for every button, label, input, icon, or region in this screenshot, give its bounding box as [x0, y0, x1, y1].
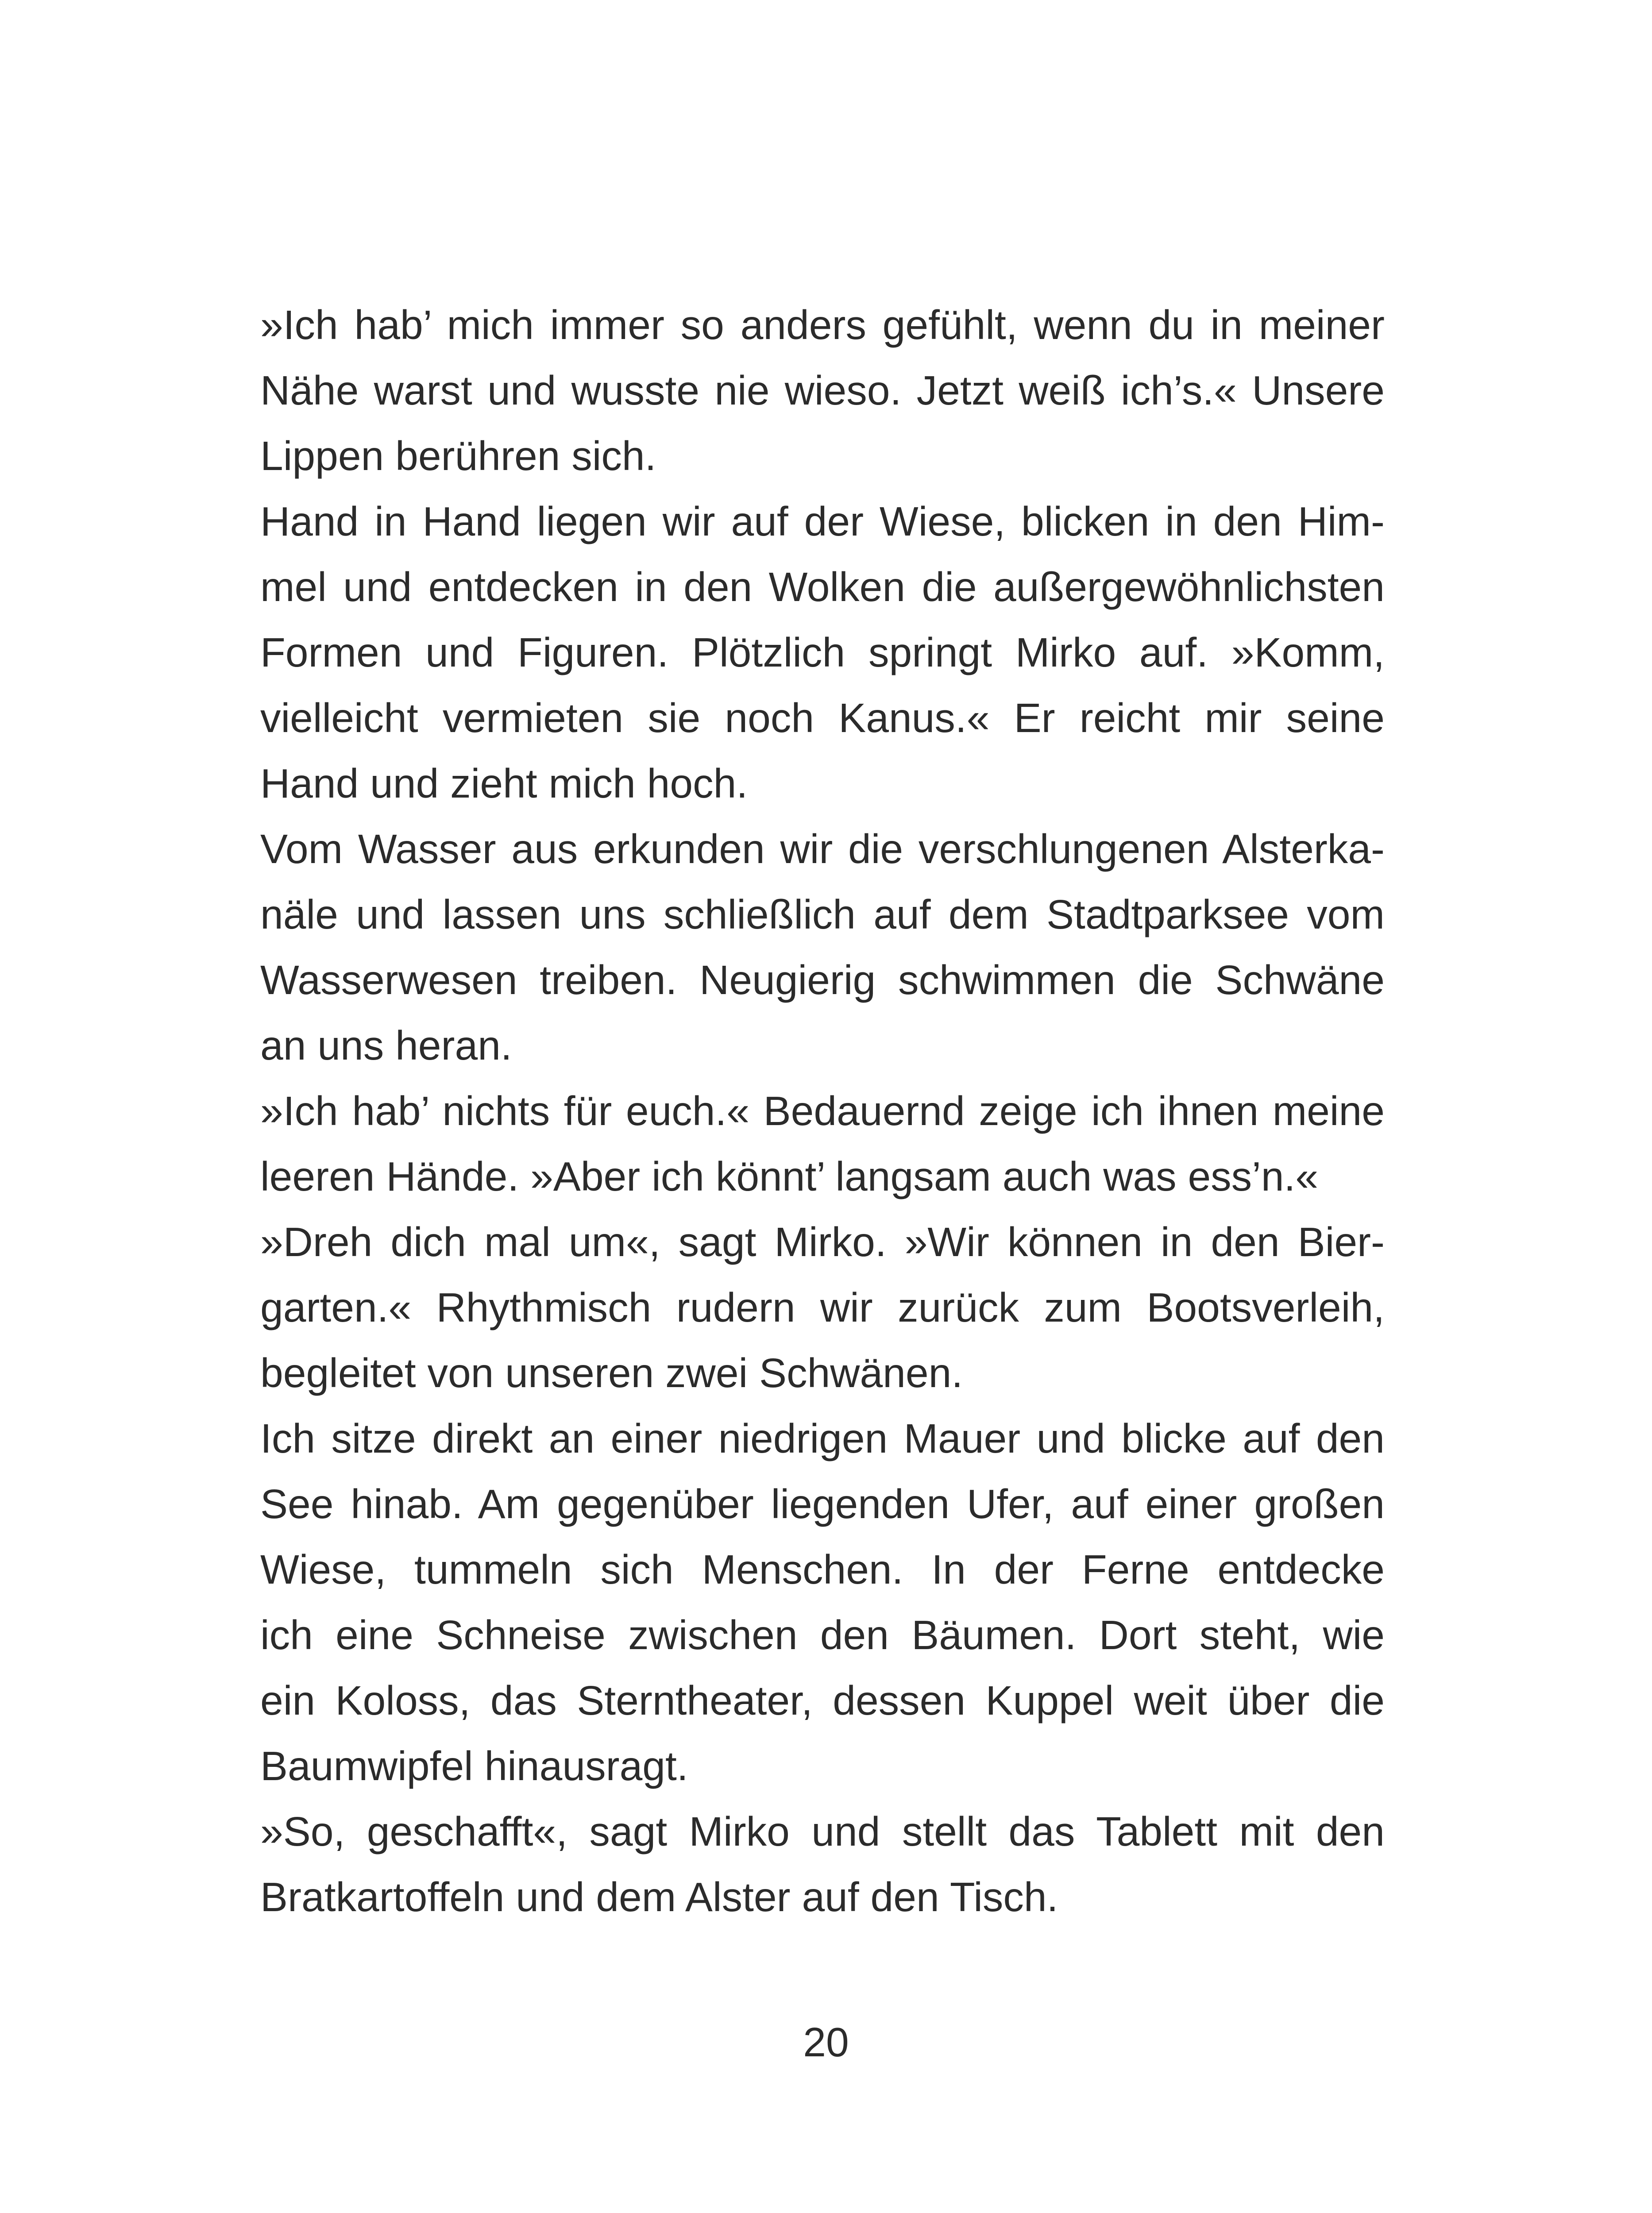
text-line: »So, geschafft«, sagt Mirko und stellt das Tablett mit den: [260, 1808, 1385, 1854]
text-line: garten.« Rhythmisch rudern wir zurück zum Bootsverleih,: [260, 1284, 1385, 1330]
text-line: Vom Wasser aus erkunden wir die verschlungenen Alsterka-: [260, 826, 1385, 872]
paragraph-3: [260, 816, 1385, 1078]
text-line: Hand in Hand liegen wir auf der Wiese, blicken in den Him-: [260, 498, 1385, 544]
text-line: näle und lassen uns schließlich auf dem Stadtparksee vom: [260, 891, 1385, 937]
text-line: Lippen berühren sich.: [260, 433, 656, 479]
text-line: Bratkartoffeln und dem Alster auf den Tisch.: [260, 1874, 1058, 1920]
text-line: »Ich hab’ mich immer so anders gefühlt, wenn du in meiner: [260, 302, 1385, 348]
text-line: Wiese, tummeln sich Menschen. In der Ferne entdecke: [260, 1546, 1385, 1592]
text-line: »Dreh dich mal um«, sagt Mirko. »Wir können in den Bier-: [260, 1219, 1385, 1265]
text-line: Wasserwesen treiben. Neugierig schwimmen die Schwäne: [260, 957, 1385, 1003]
paragraph-6: [260, 1406, 1385, 1799]
paragraph-2: [260, 489, 1385, 816]
paragraph-7: [260, 1799, 1385, 1930]
paragraph-4: [260, 1078, 1385, 1209]
text-line: »Ich hab’ nichts für euch.« Bedauernd zeige ich ihnen meine: [260, 1088, 1385, 1134]
text-line: Formen und Figuren. Plötzlich springt Mirko auf. »Komm,: [260, 629, 1385, 675]
page-number: 20: [803, 2019, 849, 2065]
text-line: vielleicht vermieten sie noch Kanus.« Er reicht mir seine: [260, 695, 1385, 741]
text-line: mel und entdecken in den Wolken die außergewöhnlichsten: [260, 564, 1385, 610]
text-line: an uns heran.: [260, 1022, 512, 1068]
text-line: Hand und zieht mich hoch.: [260, 760, 748, 806]
text-line: Nähe warst und wusste nie wieso. Jetzt weiß ich’s.« Unsere: [260, 367, 1385, 413]
text-line: begleitet von unseren zwei Schwänen.: [260, 1350, 963, 1396]
body-text: [260, 292, 1385, 1930]
text-line: ein Koloss, das Sterntheater, dessen Kuppel weit über die: [260, 1677, 1385, 1723]
text-line: ich eine Schneise zwischen den Bäumen. Dort steht, wie: [260, 1612, 1385, 1658]
text-line: Ich sitze direkt an einer niedrigen Mauer und blicke auf den: [260, 1415, 1385, 1461]
text-line: leeren Hände. »Aber ich könnt’ langsam auch was ess’n.«: [260, 1153, 1319, 1199]
paragraph-1: [260, 292, 1385, 489]
paragraph-5: [260, 1209, 1385, 1406]
text-line: Baumwipfel hinausragt.: [260, 1743, 688, 1789]
text-line: See hinab. Am gegenüber liegenden Ufer, auf einer großen: [260, 1481, 1385, 1527]
